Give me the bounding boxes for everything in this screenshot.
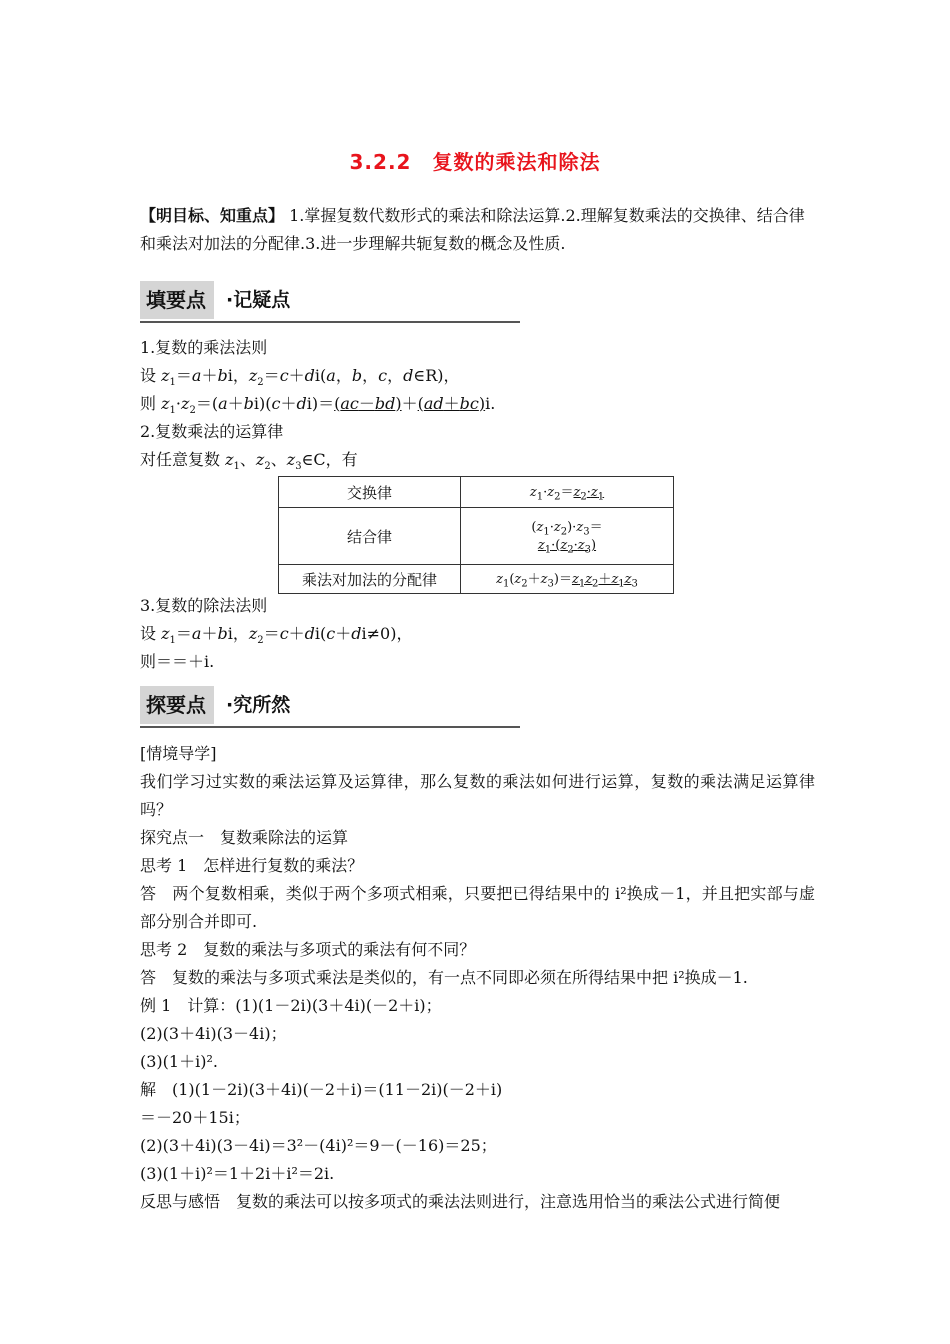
law-distributive-formula: $z_1(z_2+z_3)=z_1z_2+z_1z_3$ [461,565,674,594]
law-commutative-formula: $z_1\cdot z_2=z_2\cdot z_1$ [461,477,674,508]
section-tag: 探要点 [140,686,214,724]
objectives-label: 【明目标、知重点】 [140,206,285,225]
heading-division-rule: 3.复数的除法法则 [140,596,268,615]
laws-intro: 对任意复数 $z_1$、$z_2$、$z_3\in C$，有 [140,450,358,473]
heading-operation-laws: 2.复数乘法的运算律 [140,422,284,441]
think-2: 思考 2 复数的乘法与多项式的乘法有何不同？ [140,940,476,959]
section-subtitle: ·记疑点 [226,289,291,311]
table-row [279,508,674,565]
division-setup: 设 $z_1=a+bi$，$z_2=c+di(c+di\ne 0)$， [140,624,413,647]
example-1-part-2: (2)(3＋4i)(3－4i)； [140,1024,287,1043]
page-title: 3.2.2 复数的乘法和除法 [349,150,601,174]
reflection: 反思与感悟 复数的乘法可以按多项式的乘法法则进行，注意选用恰当的乘法公式进行简便 [140,1192,781,1211]
section-subtitle: ·究所然 [226,694,291,716]
example-1: 例 1 计算：(1)(1－2i)(3＋4i)(－2＋i)； [140,996,442,1015]
intro-text: 我们学习过实数的乘法运算及运算律，那么复数的乘法如何进行运算，复数的乘法满足运算律吗？ [140,772,815,819]
section-header-explore [140,686,520,728]
solution-1: 解 (1)(1－2i)(3＋4i)(－2＋i)＝(11－2i)(－2＋i) [140,1080,503,1099]
topic-heading: 探究点一 复数乘除法的运算 [140,828,349,847]
law-associative-formula: $(z_1\cdot z_2)\cdot z_3=$ $z_1\cdot(z_2\cdot z_3)$ [461,508,674,565]
solution-3: (3)(1＋i)²＝1＋2i＋i²＝2i. [140,1164,335,1183]
law-commutative: 交换律 [279,477,461,508]
table-row [279,477,674,508]
answer-1: 答 两个复数相乘，类似于两个多项式相乘，只要把已得结果中的 i²换成－1，并且把实部与虚部分别合并即可. [140,884,815,931]
table-row [279,565,674,594]
multiplication-setup: 设 $z_1=a+bi$，$z_2=c+di(a$，b，c，d∈R)， [140,366,460,389]
law-associative: 结合律 [279,508,461,565]
intro-label: [情境导学] [140,744,217,763]
laws-intro-prefix: 对任意复数 [140,450,226,469]
multiplication-formula: 则 $z_1\cdot z_2=(a+bi)(c+di)=(ac-bd)+(ad+bc)i$. [140,394,496,417]
objectives-text: 1.掌握复数代数形式的乘法和除法运算.2.理解复数乘法的交换律、结合律和乘法对加法的分配律.3.进一步理解共轭复数的概念及性质. [140,206,805,253]
think-1: 思考 1 怎样进行复数的乘法？ [140,856,364,875]
objectives [140,202,815,258]
section-header-fill [140,281,520,323]
heading-multiplication-rule: 1.复数的乘法法则 [140,338,268,357]
laws-table [278,476,674,594]
law-distributive: 乘法对加法的分配律 [279,565,461,594]
solution-1-cont: ＝－20＋15i； [140,1108,250,1127]
answer-2: 答 复数的乘法与多项式乘法是类似的，有一点不同即必须在所得结果中把 i²换成－1. [140,968,748,987]
solution-2: (2)(3＋4i)(3－4i)＝3²－(4i)²＝9－(－16)＝25； [140,1136,497,1155]
example-1-part-3: (3)(1＋i)². [140,1052,218,1071]
setup-prefix: 设 [140,366,162,385]
division-result: 则＝＝＋i. [140,652,215,671]
section-tag: 填要点 [140,281,214,319]
